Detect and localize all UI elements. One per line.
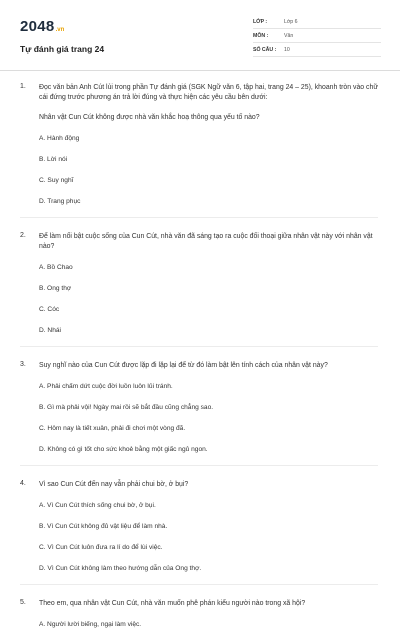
option-b[interactable]: B. Vì Cun Cút không đủ vật liệu để làm nhà.: [39, 523, 168, 530]
option-b[interactable]: B. Lời nói: [39, 156, 68, 163]
question-subtext: Nhân vật Cun Cút không được nhà văn khắc hoạ thông qua yếu tố nào?: [39, 114, 260, 121]
question-text: Theo em, qua nhân vật Cun Cút, nhà văn muốn phê phán kiểu người nào trong xã hội?: [39, 600, 306, 607]
meta-info: [253, 16, 381, 58]
meta-row-class: [253, 16, 381, 29]
option-list: [39, 134, 378, 207]
option-a[interactable]: A. Phải chấm dứt cuộc đời luồn luôn lủi tránh.: [39, 383, 173, 390]
logo-suffix: .vn: [55, 27, 65, 33]
question-separator: [20, 217, 378, 218]
option-c[interactable]: C. Cóc: [39, 306, 60, 313]
question-4: [20, 480, 378, 585]
meta-row-subject: [253, 30, 381, 43]
question-list: [0, 71, 400, 630]
page-title: Tự đánh giá trang 24: [20, 44, 105, 54]
question-text: Suy nghĩ nào của Cun Cút được lặp đi lặp lại để từ đó làm bật lên tính cách của nhân vật này?: [39, 362, 328, 369]
question-1: [20, 83, 378, 218]
question-text: Đọc văn bản Anh Cút lủi trong phần Tự đánh giá (SGK Ngữ văn 6, tập hai, trang 24 – 25), khoanh tròn vào chữ cái đứng trước phương án trả lời đúng và thực hiện các yêu cầu bên dưới:: [39, 84, 378, 101]
meta-value: Văn: [284, 33, 294, 39]
question-number: 5.: [20, 599, 26, 606]
question-2: [20, 232, 378, 347]
option-a[interactable]: A. Vì Cun Cút thích sống chui bờ, ở bụi.: [39, 502, 156, 509]
option-c[interactable]: C. Vì Cun Cút luôn đưa ra lí do để lùi việc.: [39, 544, 163, 551]
option-c[interactable]: C. Suy nghĩ: [39, 177, 74, 184]
meta-value: 10: [284, 47, 290, 53]
question-separator: [20, 465, 378, 466]
question-number: 1.: [20, 83, 26, 90]
option-b[interactable]: B. Gì mà phải vội! Ngày mai rồi sẽ bắt đầu cũng chẳng sao.: [39, 404, 214, 411]
question-number: 3.: [20, 361, 26, 368]
meta-label: MÔN :: [253, 33, 269, 39]
logo-text: 2048: [20, 18, 55, 35]
question-number: 2.: [20, 232, 26, 239]
option-d[interactable]: D. Vì Cun Cút không làm theo hướng dẫn của Ong thợ.: [39, 565, 202, 572]
question-number: 4.: [20, 480, 26, 487]
document-header: [0, 0, 400, 70]
option-a[interactable]: A. Bồ Chao: [39, 264, 73, 271]
option-a[interactable]: A. Người lười biếng, ngại làm việc.: [39, 621, 142, 628]
option-list: [39, 263, 378, 336]
option-list: [39, 501, 378, 574]
question-separator: [20, 346, 378, 347]
option-d[interactable]: D. Nhái: [39, 327, 61, 334]
option-d[interactable]: D. Trang phục: [39, 198, 81, 205]
question-separator: [20, 584, 378, 585]
meta-label: SỐ CÂU :: [253, 47, 277, 53]
option-a[interactable]: A. Hành động: [39, 135, 80, 142]
option-c[interactable]: C. Hôm nay là tiết xuân, phải đi chơi một vòng đã.: [39, 425, 186, 432]
meta-row-count: [253, 44, 381, 57]
option-list: [39, 620, 378, 630]
question-3: [20, 361, 378, 466]
meta-label: LỚP :: [253, 19, 268, 25]
question-text: Vì sao Cun Cút đến nay vẫn phải chui bờ, ở bụi?: [39, 481, 189, 488]
option-list: [39, 382, 378, 455]
option-b[interactable]: B. Ong thợ: [39, 285, 72, 292]
question-5: [20, 599, 378, 630]
question-text: Để làm nổi bật cuộc sống của Cun Cút, nhà văn đã sáng tạo ra cuộc đối thoại giữa nhân vật này với nhân vật nào?: [39, 233, 373, 250]
meta-value: Lớp 6: [284, 19, 298, 25]
option-d[interactable]: D. Không có gì tốt cho sức khoẻ bằng một giấc ngủ ngon.: [39, 446, 208, 453]
